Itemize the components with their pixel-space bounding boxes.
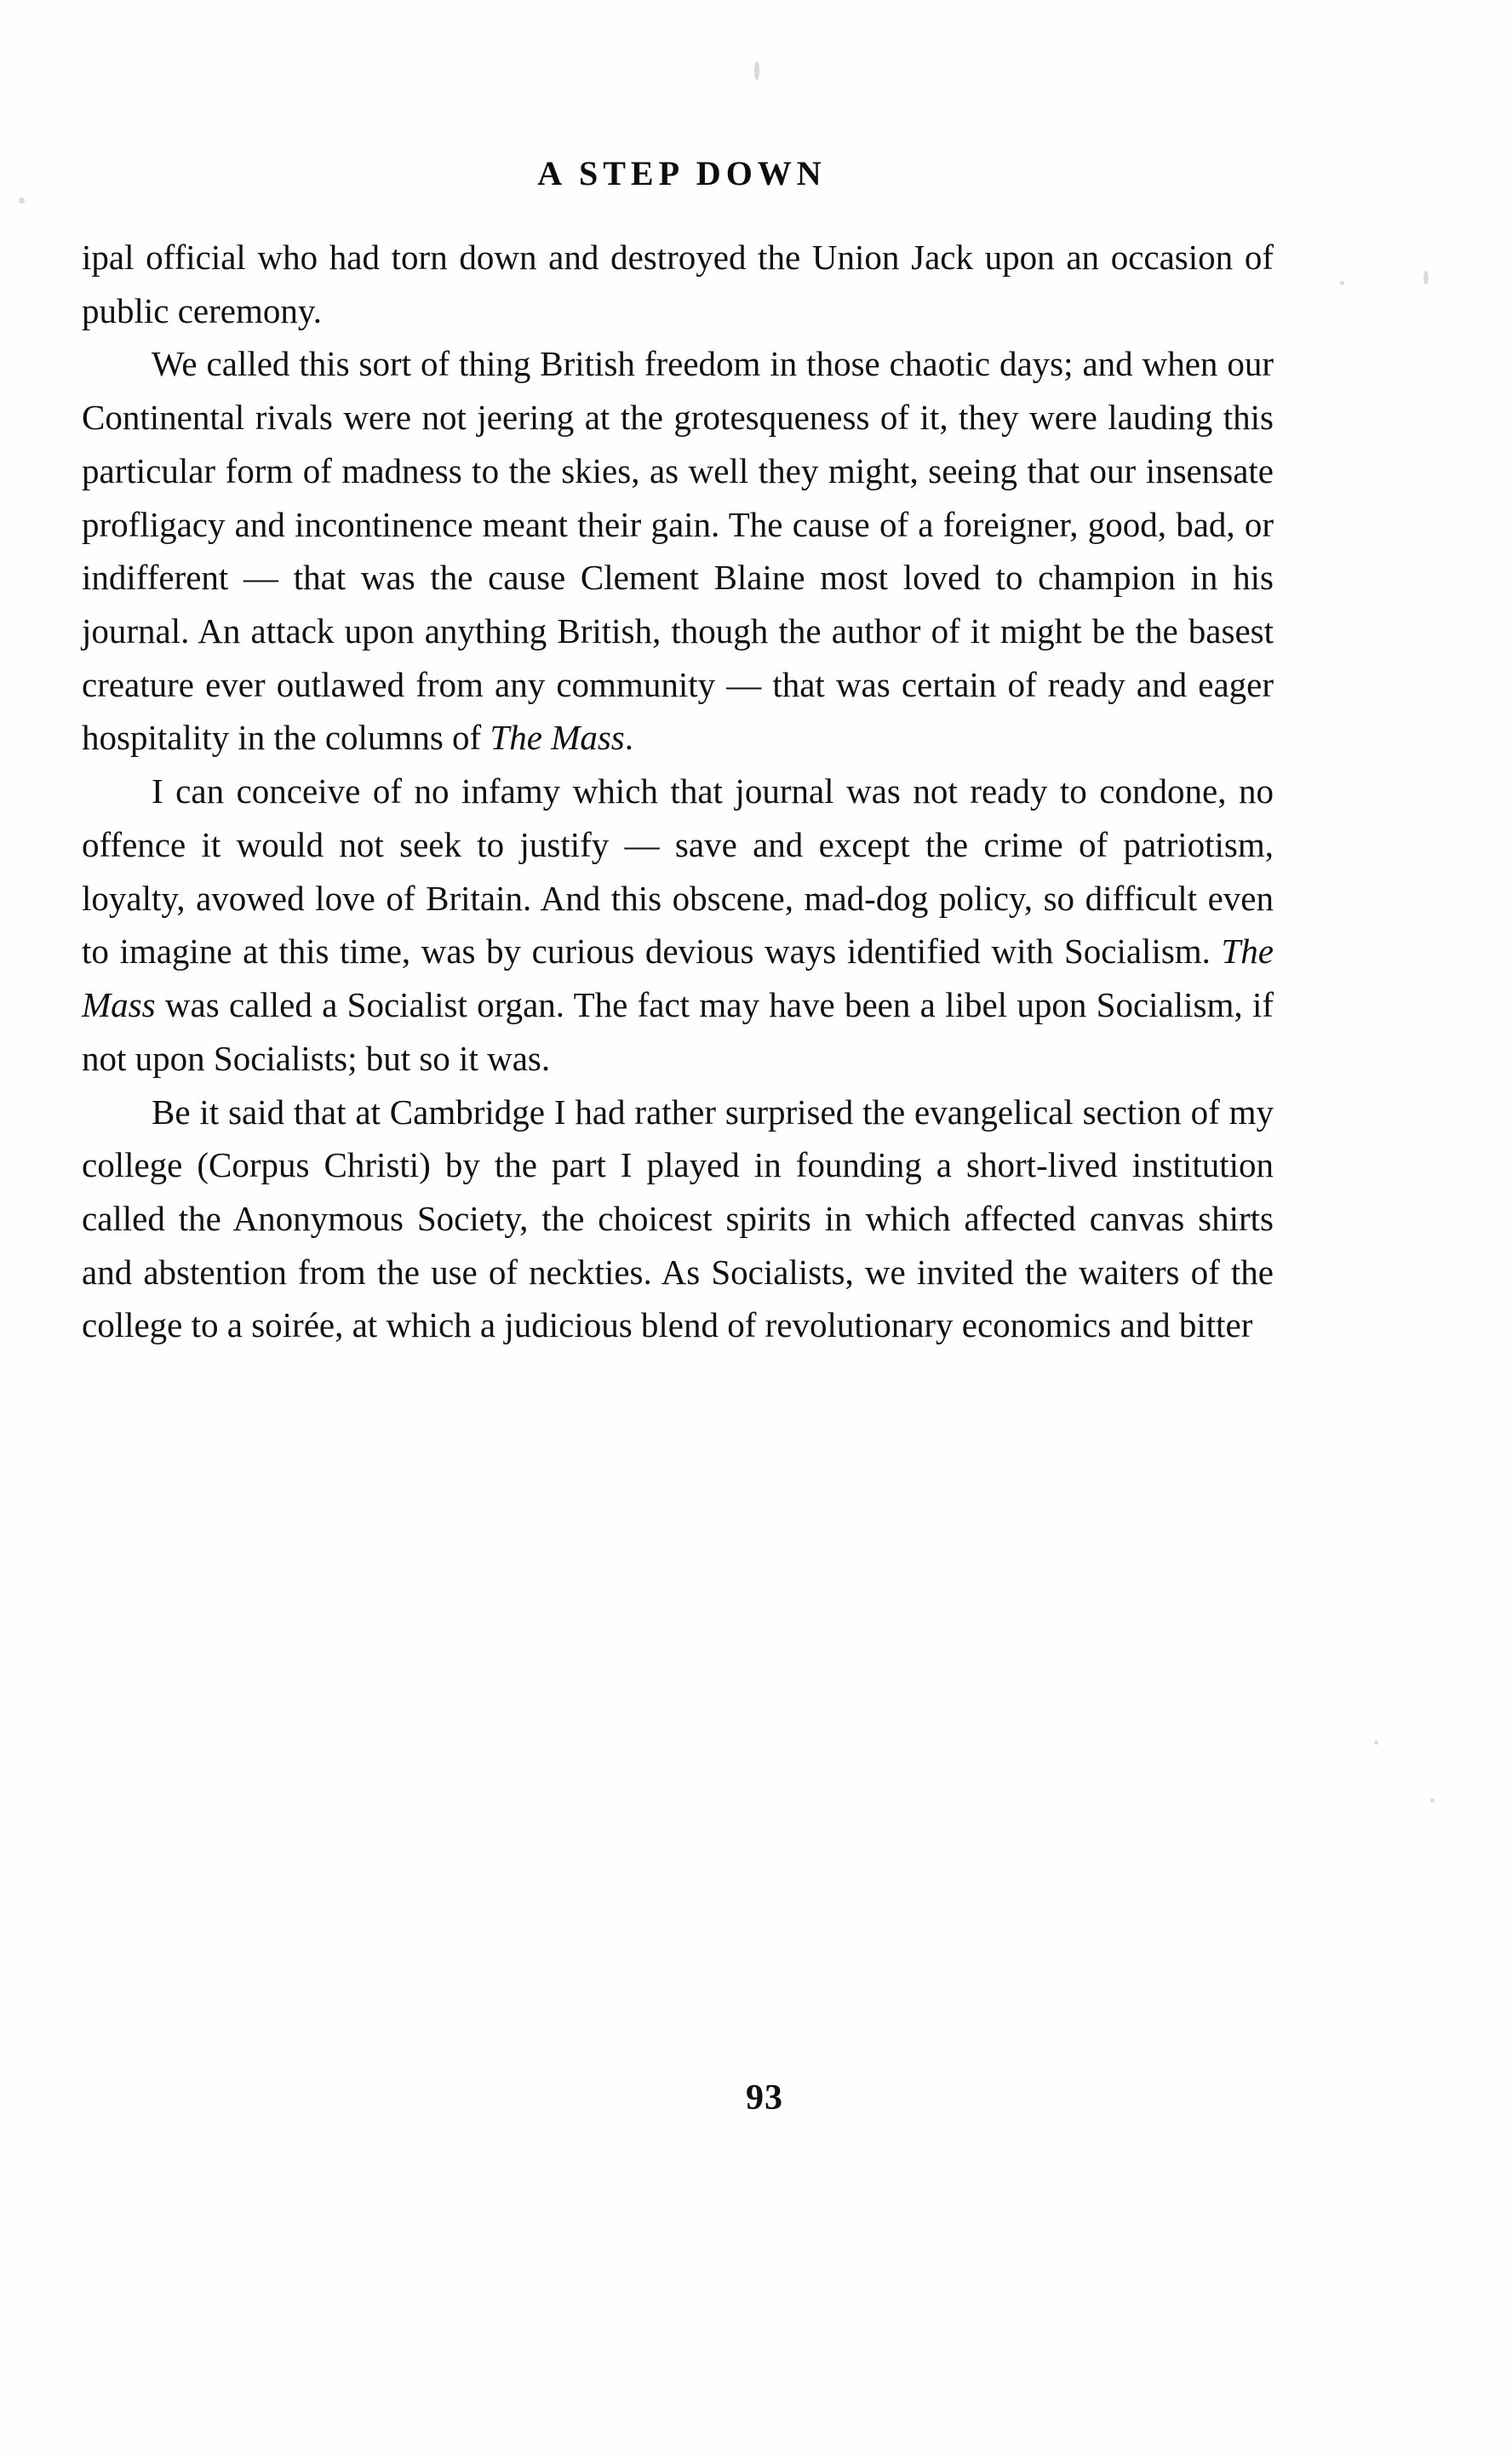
paragraph-2: We called this sort of thing British freedom in those chaotic days; and when our Continental rivals were not jeering at the grotesqueness of it, they were lauding this particular form of madness to the skies, as well they might, seeing that our insensate profligacy and incontinence meant their gain. The cause of a foreigner, good, bad, or indifferent — that was the cause Clement Blaine most loved to champion in his journal. An attack upon anything British, though the author of it might be the basest creature ever outlawed from any community — that was certain of ready and eager hospitality in the columns of The Mass.	[82, 344, 1274, 758]
scan-speck	[1430, 1798, 1435, 1803]
paragraph-1: ipal official who had torn down and destroyed the Union Jack upon an occasion of public ceremony.	[82, 238, 1274, 330]
body-text	[82, 231, 1274, 1352]
page-content	[82, 153, 1274, 1352]
scan-speck	[1423, 271, 1429, 284]
page-running-head: A STEP DOWN	[537, 154, 827, 192]
page-number: 93	[746, 2078, 783, 2118]
italic-title: The Mass	[490, 718, 625, 758]
scan-speck	[1374, 1740, 1378, 1745]
italic-title: The Mass	[82, 931, 1274, 1025]
scan-speck	[754, 61, 759, 80]
scan-speck	[1340, 281, 1344, 285]
paragraph-4: Be it said that at Cambridge I had rather surprised the evangelical section of my college (Corpus Christi) by the part I played in founding a short-lived institution called the Anonymous Society, the choicest spirits in which affected canvas shirts and abstention from the use of neckties. As Socialists, we invited the waiters of the college to a soirée, at which a judicious blend of revolutionary economics and bitter	[82, 1092, 1274, 1345]
paragraph-3: I can conceive of no infamy which that journal was not ready to condone, no offence it would not seek to justify — save and except the crime of patriotism, loyalty, avowed love of Britain. And this obscene, mad-dog policy, so difficult even to imagine at this time, was by curious devious ways identified with Socialism. The Mass was called a Socialist organ. The fact may have been a libel upon Socialism, if not upon Socialists; but so it was.	[82, 771, 1274, 1078]
scan-speck	[19, 198, 25, 203]
